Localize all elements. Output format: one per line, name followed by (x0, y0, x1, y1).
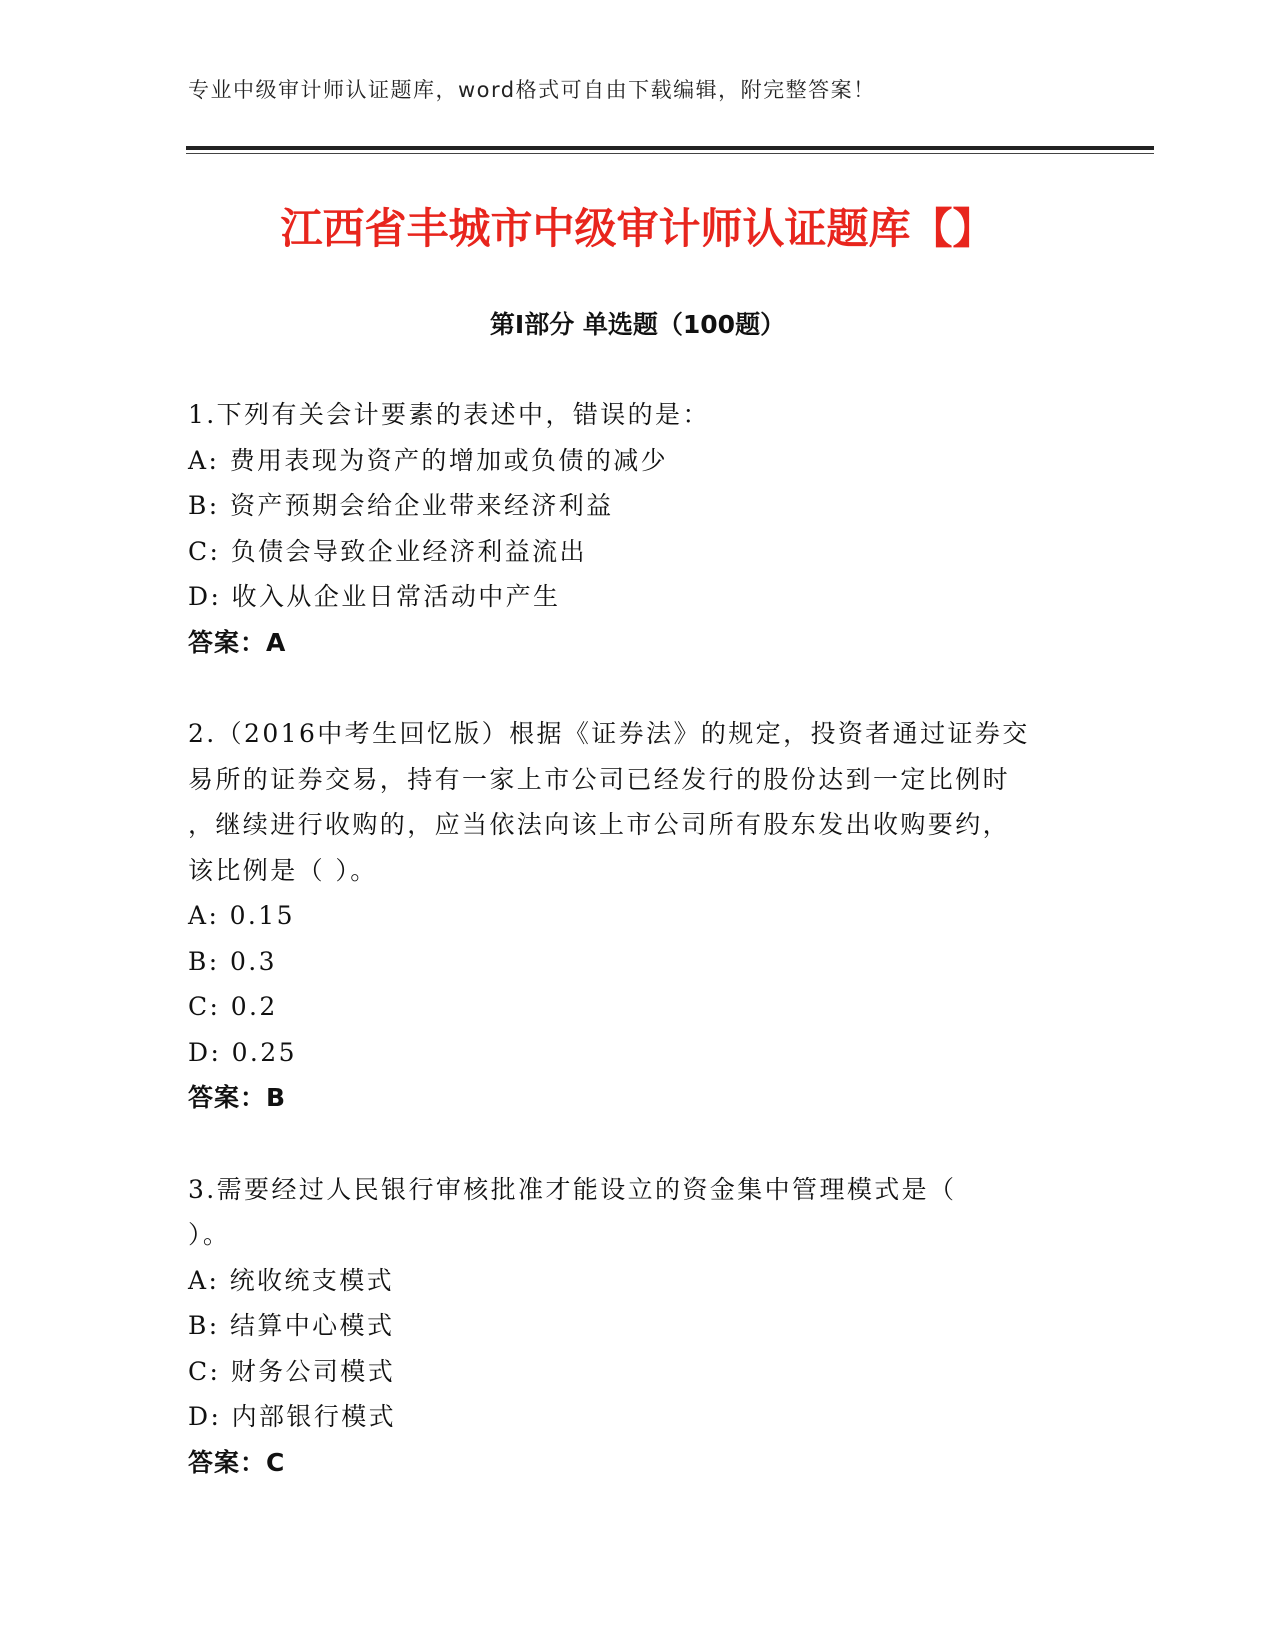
answer: 答案：C (188, 1447, 286, 1477)
question-stem-line: 3.需要经过人民银行审核批准才能设立的资金集中管理模式是（ (188, 1174, 957, 1204)
answer: 答案：A (188, 627, 287, 657)
option-a: A: 统收统支模式 (188, 1265, 395, 1295)
question-3 (188, 1167, 1068, 1486)
option-a: A: 费用表现为资产的增加或负债的减少 (188, 445, 669, 475)
question-stem-line: 易所的证券交易，持有一家上市公司已经发行的股份达到一定比例时 (188, 764, 1011, 794)
question-1 (188, 392, 1068, 665)
question-2 (188, 711, 1068, 1121)
option-c: C: 负债会导致企业经济利益流出 (188, 536, 587, 566)
document-title: 江西省丰城市中级审计师认证题库【】 (280, 204, 995, 253)
section-title: 第I部分 单选题（100题） (489, 310, 786, 339)
option-d: D: 收入从企业日常活动中产生 (188, 582, 561, 611)
option-d: D: 内部银行模式 (188, 1402, 397, 1431)
question-stem-line: 该比例是（ ）。 (188, 855, 378, 885)
header-divider (186, 146, 1154, 150)
header-note: 专业中级审计师认证题库，word格式可自由下载编辑，附完整答案！ (188, 78, 876, 102)
header-divider-thin (186, 153, 1154, 154)
question-stem-line: 2.（2016中考生回忆版）根据《证券法》的规定，投资者通过证券交 (188, 719, 1030, 748)
option-b: B: 资产预期会给企业带来经济利益 (188, 491, 614, 520)
option-b: B: 结算中心模式 (188, 1311, 395, 1340)
option-c: C: 财务公司模式 (188, 1356, 396, 1386)
option-c: C: 0.2 (188, 992, 278, 1021)
option-a: A: 0.15 (188, 901, 295, 930)
answer: 答案：B (188, 1083, 287, 1112)
option-d: D: 0.25 (188, 1037, 297, 1067)
question-list (188, 392, 1068, 1531)
question-stem-line: ）。 (188, 1220, 231, 1249)
question-stem: 1.下列有关会计要素的表述中，错误的是： (188, 400, 710, 429)
question-stem-line: ，继续进行收购的，应当依法向该上市公司所有股东发出收购要约， (188, 810, 1011, 839)
option-b: B: 0.3 (188, 946, 277, 976)
